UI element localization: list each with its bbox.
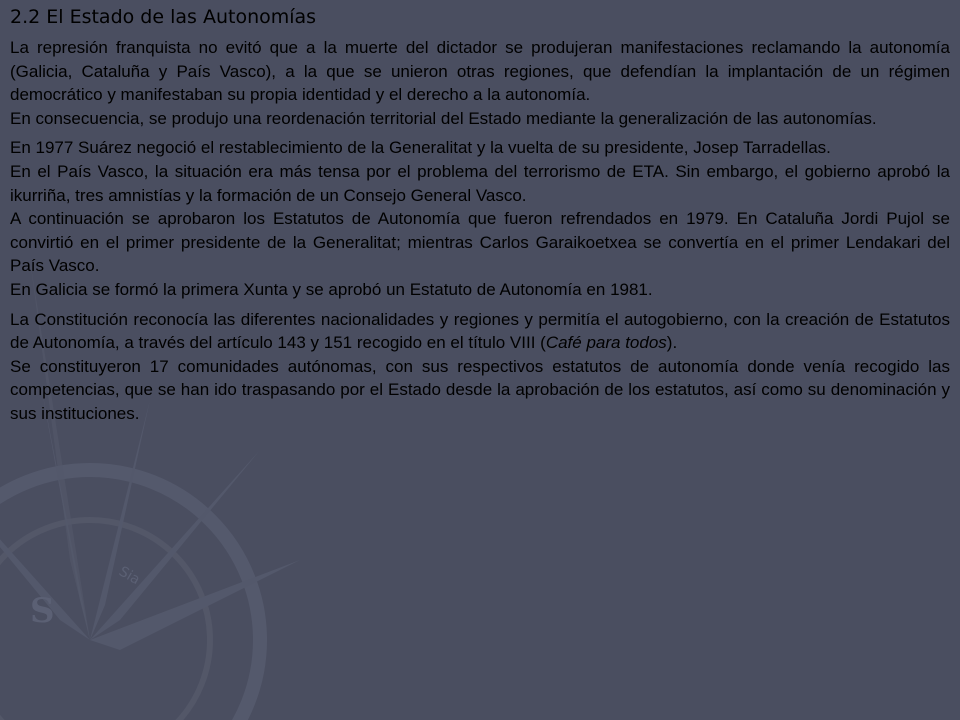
paragraph-repression: La represión franquista no evitó que a la muerte del dictador se produjeran manifestaciones reclamando la autonomía (Galicia, Cataluña y País Vasco), a la que se unieron otras regiones, que defendían la implantación de un régimen democrático y manifestaban su propia identidad y el derecho a la autonomía. bbox=[10, 38, 950, 105]
paragraph-suarez: En 1977 Suárez negoció el restablecimiento de la Generalitat y la vuelta de su presidente, Josep Tarradellas. bbox=[10, 138, 831, 158]
paragraph-basque: En el País Vasco, la situación era más tensa por el problema del terrorismo de ETA. Sin embargo, el gobierno aprobó la ikurriña, tres amnistías y la formación de un Consejo General Vasco. bbox=[10, 161, 950, 205]
paragraph-reorganization: En consecuencia, se produjo una reordenación territorial del Estado mediante la generalización de las autonomías. bbox=[10, 108, 877, 128]
constitution-italic: Café para todos bbox=[545, 333, 667, 353]
paragraph-communities: Se constituyeron 17 comunidades autónomas, con sus respectivos estatutos de autonomía donde venía recogido las competencias, que se han ido traspasando por el Estado desde la aprobación de los estatutos, así como su denominación y sus instituciones. bbox=[10, 356, 950, 423]
paragraph-galicia: En Galicia se formó la primera Xunta y se aprobó un Estatuto de Autonomía en 1981. bbox=[10, 279, 653, 299]
constitution-text: La Constitución reconocía las diferentes nacionalidades y regiones y permitía el autogobierno, con la creación de Estatutos de Autonomía, a través del artículo 143 y 151 recogido en el título VIII ( bbox=[10, 309, 950, 353]
slide-content bbox=[10, 4, 950, 426]
constitution-end: ). bbox=[666, 333, 678, 353]
compass-label: Sia bbox=[116, 563, 143, 589]
compass-letter: S bbox=[30, 591, 55, 631]
slide-title: 2.2 El Estado de las Autonomías bbox=[10, 6, 317, 28]
paragraph-constitution bbox=[10, 308, 950, 355]
paragraph-statutes: A continuación se aprobaron los Estatutos de Autonomía que fueron refrendados en 1979. En Cataluña Jordi Pujol se convirtió en el primer presidente de la Generalitat; mientras Carlos Garaikoetxea se convertía en el primer Lendakari del País Vasco. bbox=[10, 209, 950, 276]
